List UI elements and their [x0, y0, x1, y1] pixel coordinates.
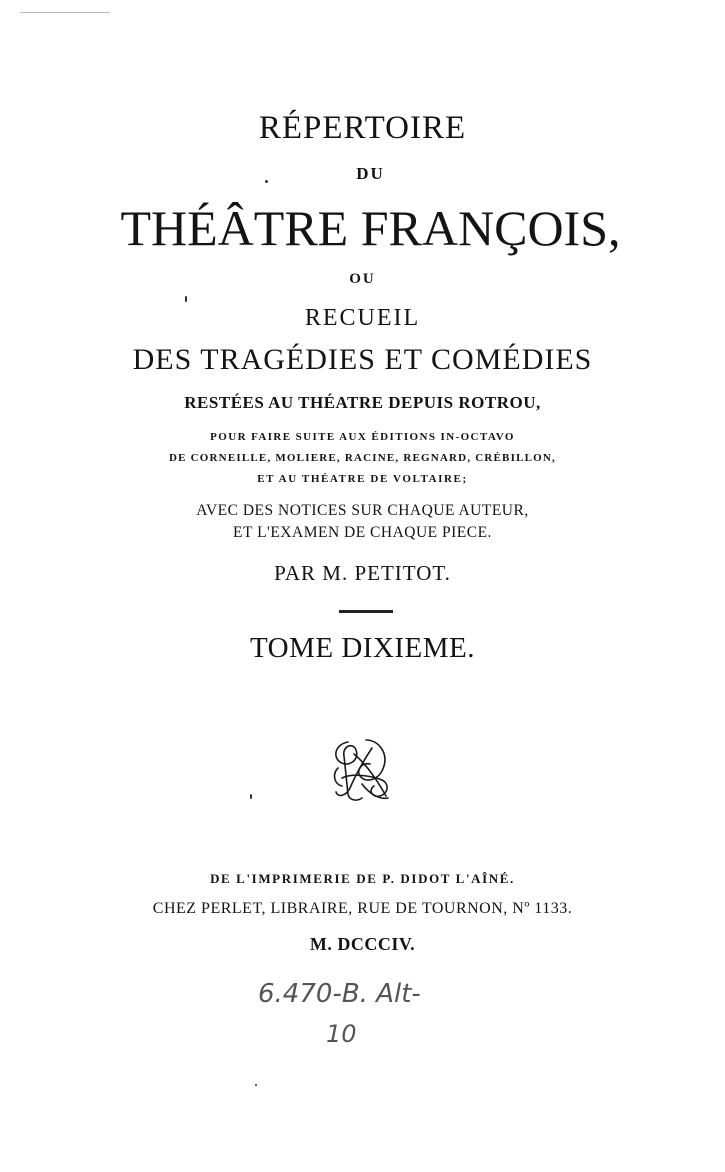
notices-line-2: ET L'EXAMEN DE CHAQUE PIECE. — [233, 524, 492, 541]
author-line: PAR M. PETITOT. — [274, 561, 451, 585]
paper-speck — [185, 296, 187, 302]
shelfmark-line-2: 10 — [326, 1020, 357, 1048]
subtitle-restees: RESTÉES AU THÉATRE DEPUIS ROTROU, — [184, 393, 541, 412]
title-line-repertoire: RÉPERTOIRE — [258, 110, 467, 146]
subtitle-tragedies: DES TRAGÉDIES ET COMÉDIES — [132, 343, 593, 376]
suite-line-1: POUR FAIRE SUITE AUX ÉDITIONS IN-OCTAVO — [210, 431, 515, 443]
title-line-theatre: THÉÂTRE FRANÇOIS, — [120, 200, 621, 256]
imprint-printer: DE L'IMPRIMERIE DE P. DIDOT L'AÎNÉ. — [210, 871, 515, 886]
ornamental-monogram-icon — [326, 734, 398, 806]
subtitle-recueil: RECUEIL — [304, 305, 421, 331]
imprint-bookseller: CHEZ PERLET, LIBRAIRE, RUE DE TOURNON, Nº 1133. — [152, 900, 573, 917]
paper-speck — [265, 180, 268, 183]
title-du: DU — [356, 164, 385, 183]
divider-rule — [339, 610, 393, 613]
suite-line-2: DE CORNEILLE, MOLIERE, RACINE, REGNARD, CRÉBILLON, — [169, 452, 556, 464]
suite-line-3: ET AU THÉATRE DE VOLTAIRE; — [257, 473, 468, 485]
scan-mark — [20, 12, 110, 13]
imprint-year: M. DCCCIV. — [309, 934, 416, 954]
handwritten-shelfmark — [248, 970, 468, 1050]
title-ou: OU — [349, 271, 376, 287]
paper-speck — [255, 1084, 257, 1086]
shelfmark-line-1: 6.470-B. Alt- — [258, 979, 421, 1009]
volume-title: TOME DIXIEME. — [249, 632, 476, 664]
notices-line-1: AVEC DES NOTICES SUR CHAQUE AUTEUR, — [196, 502, 529, 519]
paper-speck — [250, 794, 252, 799]
